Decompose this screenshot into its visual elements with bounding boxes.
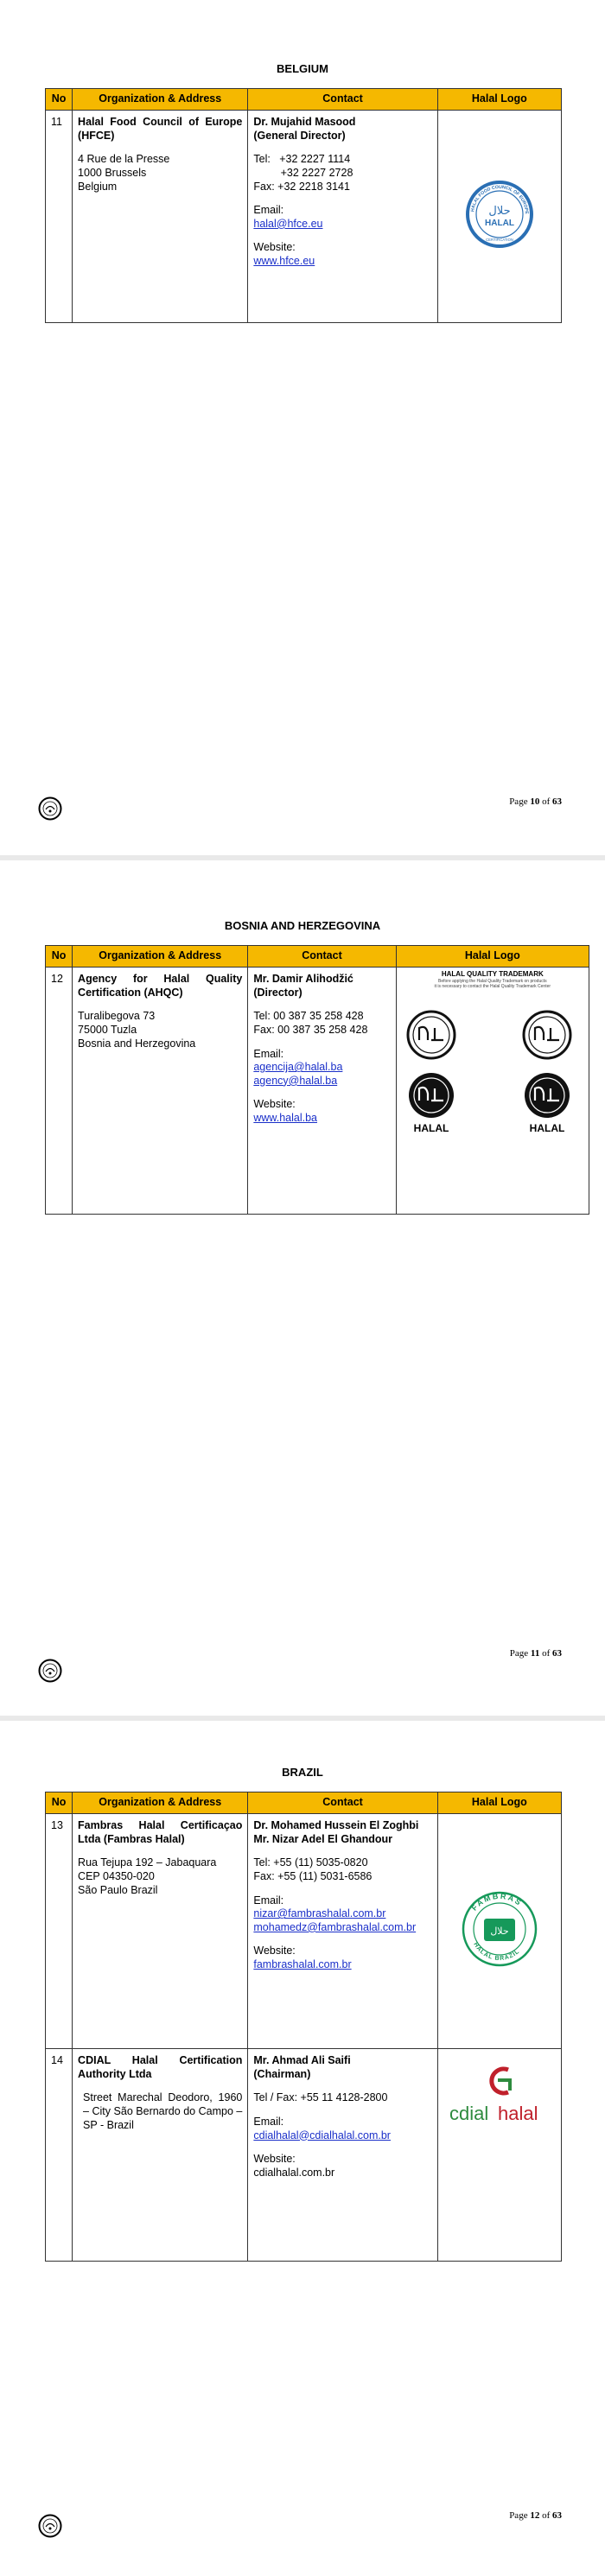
trademark-caption: it is necessary to contact the Halal Quality Trademark Center (434, 984, 551, 990)
table-row (46, 2049, 562, 2262)
hfce-logo (465, 180, 534, 249)
page-label: Page (509, 796, 528, 807)
row-no: 13 (46, 1814, 73, 2049)
contact-cell (248, 968, 396, 1215)
fax-line: Fax: +32 2218 3141 (253, 180, 350, 193)
website-label: Website: (253, 241, 296, 254)
website-link[interactable]: www.halal.ba (253, 1112, 318, 1124)
halal-seal-icon (408, 1012, 455, 1058)
header-no: No (46, 89, 73, 111)
cdial-logo-part2: halal (497, 2103, 538, 2124)
contact-role: (Chairman) (253, 2067, 311, 2080)
page-brazil (0, 1721, 605, 2576)
country-title: BRAZIL (282, 1766, 323, 1779)
halal-seal-icon (525, 1073, 570, 1118)
halal-seal-icon (524, 1012, 570, 1058)
header-logo: Halal Logo (437, 89, 561, 111)
fambras-logo-bottom: HALAL BRAZIL (472, 1941, 521, 1963)
org-cell (73, 968, 248, 1215)
contact-name: Dr. Mujahid Masood (253, 116, 356, 128)
header-logo: Halal Logo (396, 946, 589, 968)
footer-emblem-icon (38, 796, 62, 821)
hfce-logo-bottom: CERTIFICATION (486, 238, 513, 243)
address-line: 1000 Brussels (78, 166, 147, 179)
org-cell (73, 111, 248, 323)
page-current: 11 (530, 1648, 540, 1659)
certifier-table (45, 88, 562, 323)
hfce-logo-ring-text: HALAL FOOD COUNCIL OF EUROPE (469, 185, 529, 215)
page-bosnia (0, 860, 605, 1716)
address-line: São Paulo Brazil (78, 1883, 158, 1896)
website-label: Website: (253, 1098, 296, 1111)
org-name: Halal Food Council of Europe (HFCE) (78, 116, 243, 142)
website-link[interactable]: fambrashalal.com.br (253, 1958, 352, 1970)
org-name: Fambras Halal Certificaçao Ltda (Fambras Halal) (78, 1819, 243, 1845)
fambras-logo (461, 1890, 538, 1968)
fambras-logo-center: حلال (490, 1926, 509, 1938)
fambras-logo-top: FAMBRAS (469, 1891, 525, 1913)
page-number (509, 796, 562, 807)
page-current: 10 (530, 796, 540, 807)
email-link[interactable]: agencija@halal.ba (253, 1061, 343, 1074)
contact-role: (General Director) (253, 129, 346, 142)
contact-cell (248, 2049, 437, 2262)
table-header-row (46, 1792, 562, 1814)
certifier-table (45, 945, 589, 1215)
logo-cell (437, 1814, 561, 2049)
country-title: BELGIUM (277, 62, 328, 75)
phone-line: Tel / Fax: +55 11 4128-2800 (253, 2091, 388, 2104)
address-line: Rua Tejupa 192 – Jabaquara (78, 1856, 217, 1869)
table-row (46, 968, 589, 1215)
logo-cell (437, 111, 561, 323)
page-of: of (542, 1648, 551, 1659)
address-line: Belgium (78, 180, 118, 193)
contact-name: Mr. Nizar Adel El Ghandour (253, 1832, 393, 1845)
header-contact: Contact (248, 89, 437, 111)
org-name: CDIAL Halal Certification Authority Ltda (78, 2054, 243, 2080)
page-belgium (0, 0, 605, 855)
header-contact: Contact (248, 1792, 437, 1814)
page-number (509, 2510, 562, 2521)
header-no: No (46, 1792, 73, 1814)
footer-emblem-icon (38, 1659, 62, 1683)
page-of: of (542, 2510, 551, 2521)
trademark-title: HALAL QUALITY TRADEMARK (441, 970, 544, 978)
email-link[interactable]: mohamedz@fambrashalal.com.br (253, 1920, 417, 1933)
header-no: No (46, 946, 73, 968)
website-label: Website: (253, 1945, 296, 1957)
fax-line: Fax: +55 (11) 5031-6586 (253, 1869, 373, 1882)
page-label: Page (509, 1648, 529, 1659)
contact-cell (248, 1814, 437, 2049)
phone-line: Tel: 00 387 35 258 428 (253, 1010, 364, 1023)
email-label: Email: (253, 1047, 284, 1060)
halal-word: HALAL (413, 1121, 449, 1134)
contact-cell (248, 111, 437, 323)
header-logo: Halal Logo (437, 1792, 561, 1814)
row-no: 12 (46, 968, 73, 1215)
website-label: Website: (253, 2153, 296, 2166)
phone-line: Tel: +55 (11) 5035-0820 (253, 1856, 368, 1869)
contact-role: (Director) (253, 986, 302, 999)
row-no: 14 (46, 2049, 73, 2262)
header-contact: Contact (248, 946, 396, 968)
email-label: Email: (253, 1894, 284, 1907)
table-header-row (46, 946, 589, 968)
row-no: 11 (46, 111, 73, 323)
address-line: Street Marechal Deodoro, 1960 – City São Bernardo do Campo – SP - Brazil (83, 2091, 243, 2131)
header-org: Organization & Address (73, 89, 248, 111)
cdial-logo-part1: cdial (449, 2103, 489, 2124)
phone-line: Tel: +32 2227 1114 (253, 153, 351, 166)
header-org: Organization & Address (73, 1792, 248, 1814)
country-title: BOSNIA AND HERZEGOVINA (224, 919, 381, 932)
table-header-row (46, 89, 562, 111)
halal-seal-icon (409, 1073, 454, 1118)
website-text: cdialhalal.com.br (253, 2166, 335, 2179)
footer-emblem-icon (38, 2514, 62, 2538)
table-row (46, 111, 562, 323)
page-total: 63 (552, 2510, 562, 2521)
phone-line: +32 2227 2728 (253, 166, 353, 179)
org-cell (73, 2049, 248, 2262)
halal-word: HALAL (529, 1121, 564, 1134)
page-current: 12 (530, 2510, 540, 2521)
certifier-table (45, 1792, 562, 2262)
hfce-logo-word: HALAL (484, 219, 514, 229)
email-link[interactable]: nizar@fambrashalal.com.br (253, 1907, 386, 1920)
header-org: Organization & Address (73, 946, 248, 968)
email-label: Email: (253, 204, 284, 217)
address-line: CEP 04350-020 (78, 1869, 155, 1882)
address-line: 4 Rue de la Presse (78, 153, 170, 166)
ahqc-trademark-logos (400, 990, 578, 1137)
email-link[interactable]: halal@hfce.eu (253, 217, 323, 230)
page-label: Page (509, 2510, 528, 2521)
table-row (46, 1814, 562, 2049)
trademark-caption: Before applying the Halal Quality Trademark on products (438, 979, 547, 984)
page-of: of (542, 796, 551, 807)
page-total: 63 (552, 1648, 562, 1659)
hfce-logo-arabic: حلال (488, 205, 511, 219)
org-name: Agency for Halal Quality Certification (AHQC) (78, 973, 243, 999)
page-total: 63 (552, 796, 562, 807)
email-link[interactable]: agency@halal.ba (253, 1074, 338, 1087)
contact-name: Mr. Damir Alihodžić (253, 973, 353, 985)
org-cell (73, 1814, 248, 2049)
address-line: Bosnia and Herzegovina (78, 1037, 196, 1050)
contact-name: Dr. Mohamed Hussein El Zoghbi (253, 1819, 419, 1831)
cdial-logo (448, 2061, 551, 2130)
contact-name: Mr. Ahmad Ali Saifi (253, 2054, 351, 2066)
logo-cell (396, 968, 589, 1215)
email-label: Email: (253, 2115, 284, 2128)
email-link[interactable]: cdialhalal@cdialhalal.com.br (253, 2129, 391, 2141)
page-number (510, 1648, 562, 1659)
address-line: Turalibegova 73 (78, 1010, 156, 1023)
address-line: 75000 Tuzla (78, 1023, 137, 1036)
logo-cell (437, 2049, 561, 2262)
fax-line: Fax: 00 387 35 258 428 (253, 1023, 368, 1036)
website-link[interactable]: www.hfce.eu (253, 255, 315, 267)
